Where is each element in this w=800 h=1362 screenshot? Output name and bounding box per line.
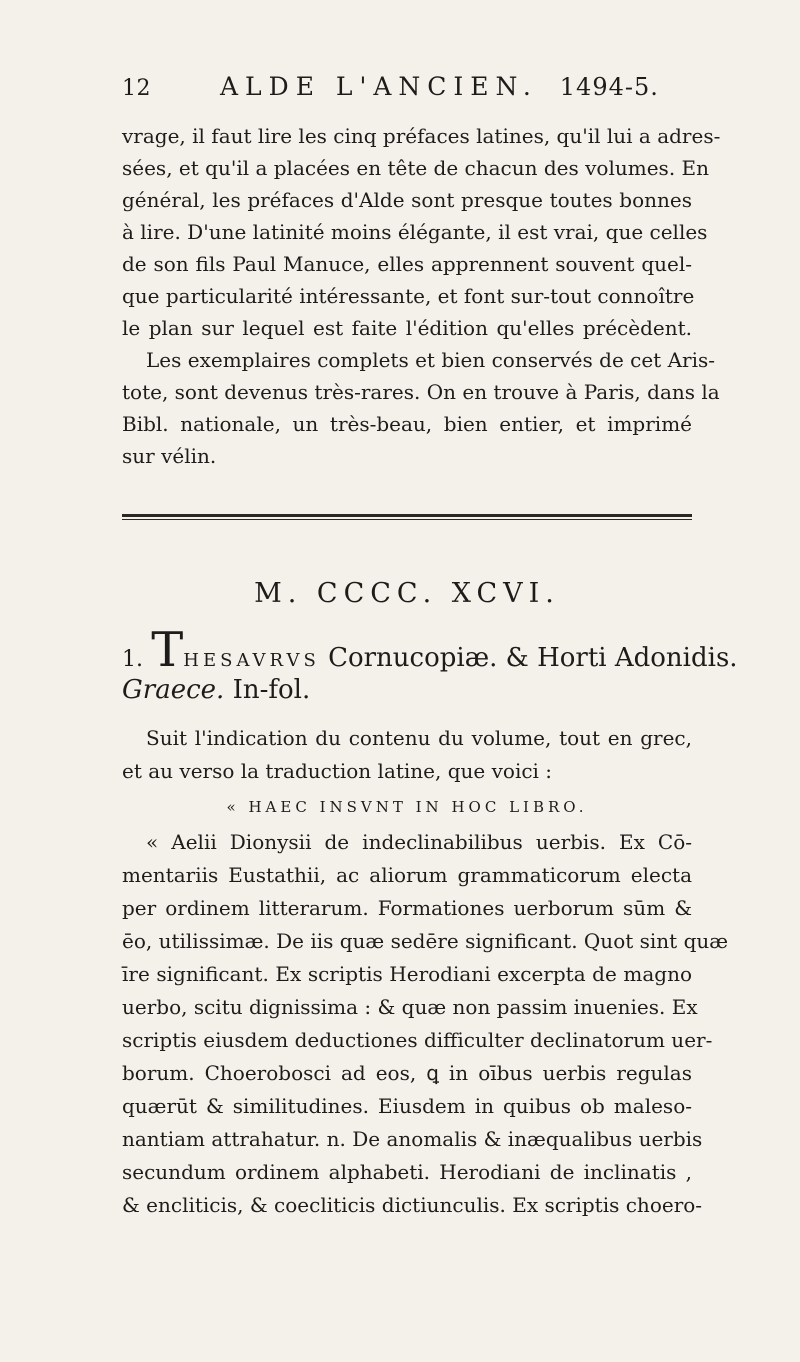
text-line: & encliticis, & coecliticis dictiunculis. Ex scriptis choero- (122, 1193, 703, 1217)
text-line: à lire. D'une latinité moins élégante, il est vrai, que celles (122, 220, 708, 244)
entry-format: In-fol. (232, 675, 311, 705)
running-head (122, 72, 692, 110)
running-year: 1494-5. (559, 73, 659, 101)
text-line: sées, et qu'il a placées en tête de chacun des volumes. En (122, 156, 710, 180)
page (122, 72, 738, 1222)
text-line: et au verso la traduction latine, que voici : (122, 759, 553, 783)
text-line: que particularité intéressante, et font sur-tout connoître (122, 284, 695, 308)
running-title: ALDE L'ANCIEN. (220, 72, 538, 101)
rule-thin (122, 519, 692, 520)
entry-title-smallcaps: HESAVRVS (183, 650, 320, 671)
text-line: Suit l'indication du contenu du volume, tout en grec, (146, 726, 692, 750)
text-line: sur vélin. (122, 444, 217, 468)
text-line: vrage, il faut lire les cinq préfaces latines, qu'il lui a adres- (122, 124, 721, 148)
text-line: de son fils Paul Manuce, elles apprennent souvent quel- (122, 252, 692, 276)
quote-heading: « HAEC INSVNT IN HOC LIBRO. (226, 798, 588, 816)
text-line: nantiam attrahatur. n. De anomalis & inæqualibus uerbis (122, 1127, 703, 1151)
paragraph-2 (122, 344, 720, 472)
entry-language: Graece. (122, 675, 225, 705)
text-line: Les exemplaires complets et bien conservés de cet Aris- (146, 348, 715, 372)
entry-subtitle (122, 670, 692, 710)
entry-dropcap: T (151, 622, 184, 678)
text-line: tote, sont devenus très-rares. On en trouve à Paris, dans la (122, 380, 720, 404)
section-rule (122, 514, 692, 520)
entry-number: 1. (122, 647, 143, 672)
page-number: 12 (122, 76, 151, 101)
text-line: ēo, utilissimæ. De iis quæ sedēre significant. Quot sint quæ (122, 929, 729, 953)
paragraph-3 (122, 722, 692, 788)
text-line: le plan sur lequel est faite l'édition qu'elles précèdent. (122, 316, 692, 340)
text-line: uerbo, scitu dignissima : & quæ non passim inuenies. Ex (122, 995, 698, 1019)
paragraph-4 (122, 826, 729, 1222)
entry-title-rest: Cornucopiæ. & Horti Adonidis. (328, 643, 738, 673)
text-line: mentariis Eustathii, ac aliorum grammaticorum electa (122, 863, 692, 887)
text-line: « Aelii Dionysii de indeclinabilibus uerbis. Ex Cō- (146, 830, 692, 854)
section-heading: M. CCCC. XCVI. (254, 578, 560, 609)
text-line: secundum ordinem alphabeti. Herodiani de inclinatis , (122, 1160, 692, 1184)
entry-title (122, 622, 738, 678)
text-line: quærūt & similitudines. Eiusdem in quibus ob maleso- (122, 1094, 692, 1118)
rule-thick (122, 514, 692, 517)
text-line: scriptis eiusdem deductiones difficulter declinatorum uer- (122, 1028, 713, 1052)
text-line: général, les préfaces d'Alde sont presque toutes bonnes (122, 188, 692, 212)
text-line: īre significant. Ex scriptis Herodiani excerpta de magno (122, 962, 692, 986)
text-line: Bibl. nationale, un très-beau, bien entier, et imprimé (122, 412, 692, 436)
paragraph-1 (122, 120, 721, 344)
text-line: borum. Choerobosci ad eos, ꝗ in oībus uerbis regulas (122, 1061, 692, 1085)
text-line: per ordinem litterarum. Formationes uerborum sūm & (122, 896, 692, 920)
